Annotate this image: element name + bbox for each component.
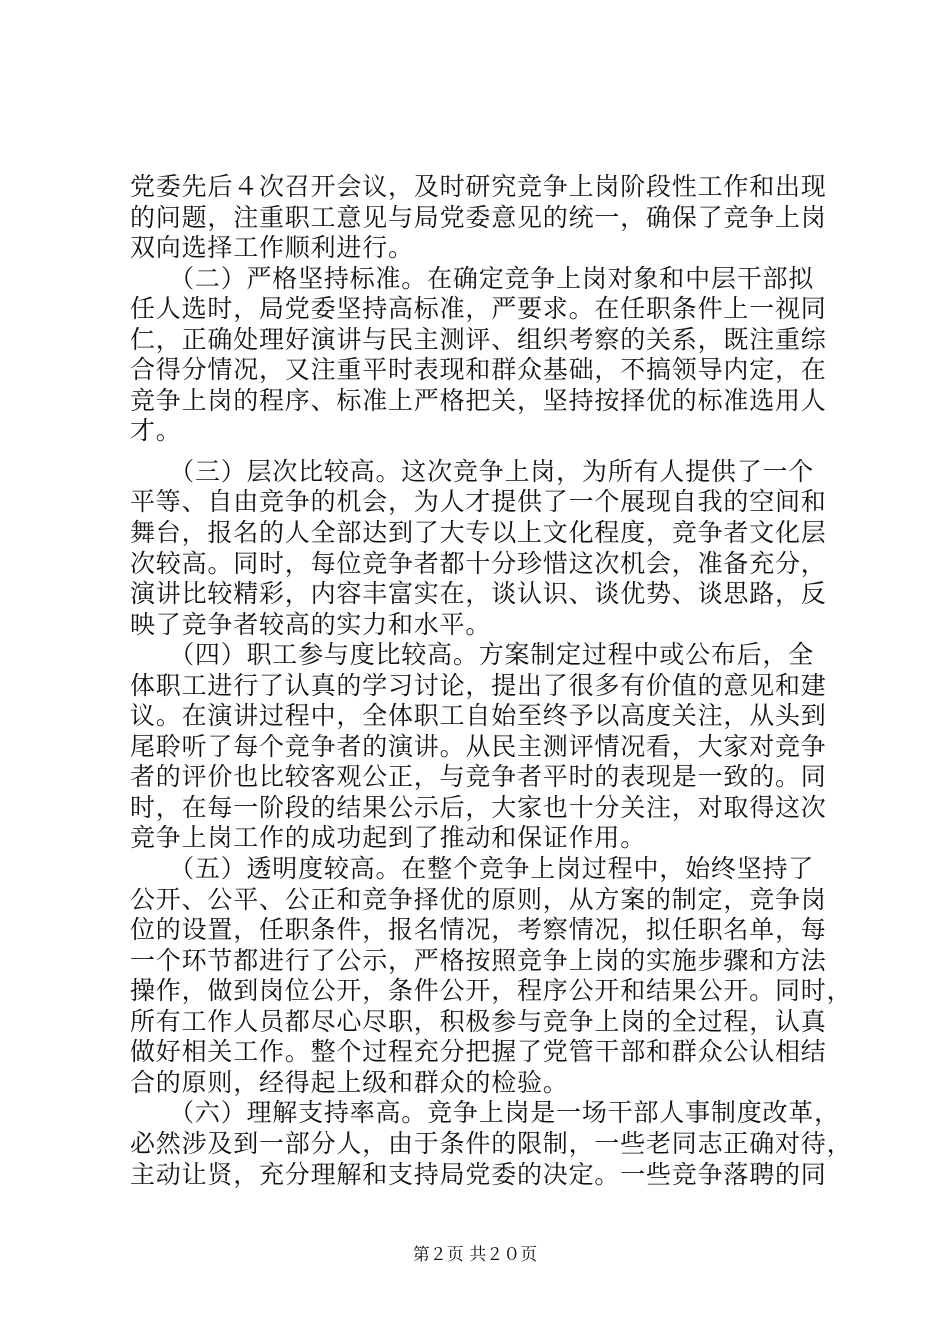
paragraph-heading-line: （六）理解支持率高。竞争上岗是一场干部人事制度改革，: [130, 1098, 840, 1128]
text-line: 演讲比较精彩，内容丰富实在，谈认识、谈优势、谈思路，反: [130, 579, 827, 609]
text-line: 合得分情况，又注重平时表现和群众基础，不搞领导内定，在: [130, 355, 827, 385]
text-line: 双向选择工作顺利进行。: [130, 233, 414, 263]
text-line: 体职工进行了认真的学习讨论，提出了很多有价值的意见和建: [130, 670, 827, 700]
text-line: 必然涉及到一部分人，由于条件的限制，一些老同志正确对待，: [130, 1128, 853, 1158]
text-line: 次较高。同时，每位竞争者都十分珍惜这次机会，准备充分，: [130, 548, 827, 578]
text-line: 平等、自由竞争的机会，为人才提供了一个展现自我的空间和: [130, 487, 827, 517]
paragraph-heading-line: （四）职工参与度比较高。方案制定过程中或公布后，全: [130, 640, 815, 670]
text-line: 舞台，报名的人全部达到了大专以上文化程度，竞争者文化层: [130, 518, 827, 548]
text-line: 主动让贤，充分理解和支持局党委的决定。一些竞争落聘的同: [130, 1159, 827, 1189]
paragraph-heading-line: （五）透明度较高。在整个竞争上岗过程中，始终坚持了: [130, 854, 815, 884]
document-body: [130, 172, 853, 1190]
text-line: 仁，正确处理好演讲与民主测评、组织考察的关系，既注重综: [130, 324, 827, 354]
text-line: 时，在每一阶段的结果公示后，大家也十分关注，对取得这次: [130, 792, 827, 822]
text-line: 党委先后４次召开会议，及时研究竞争上岗阶段性工作和出现: [130, 172, 827, 201]
text-line: 议。在演讲过程中，全体职工自始至终予以高度关注，从头到: [130, 701, 827, 731]
text-line: 映了竞争者较高的实力和水平。: [130, 609, 492, 639]
page-number-footer: 第２页 共２０页: [412, 1245, 538, 1265]
text-line: 尾聆听了每个竞争者的演讲。从民主测评情况看，大家对竞争: [130, 731, 827, 761]
text-line: 做好相关工作。整个过程充分把握了党管干部和群众公认相结: [130, 1037, 827, 1067]
text-line: 竞争上岗工作的成功起到了推动和保证作用。: [130, 823, 647, 853]
paragraph-heading-line: （三）层次比较高。这次竞争上岗，为所有人提供了一个: [130, 456, 815, 486]
text-line: 公开、公平、公正和竞争择优的原则，从方案的制定，竞争岗: [130, 884, 827, 914]
paragraph-heading-line: （二）严格坚持标准。在确定竞争上岗对象和中层干部拟: [130, 263, 815, 293]
text-line: 合的原则，经得起上级和群众的检验。: [130, 1067, 569, 1097]
text-line: 的问题，注重职工意见与局党委意见的统一，确保了竞争上岗: [130, 202, 827, 232]
text-line: 任人选时，局党委坚持高标准，严要求。在任职条件上一视同: [130, 294, 827, 324]
text-line: 才。: [130, 416, 182, 446]
text-line: 操作，做到岗位公开，条件公开，程序公开和结果公开。同时，: [130, 976, 853, 1006]
text-line: 所有工作人员都尽心尽职，积极参与竞争上岗的全过程，认真: [130, 1006, 827, 1036]
text-line: 者的评价也比较客观公正，与竞争者平时的表现是一致的。同: [130, 762, 827, 792]
text-line: 位的设置，任职条件，报名情况，考察情况，拟任职名单，每: [130, 915, 827, 945]
text-line: 竞争上岗的程序、标准上严格把关，坚持按择优的标准选用人: [130, 385, 827, 415]
text-line: 一个环节都进行了公示，严格按照竞争上岗的实施步骤和方法: [130, 945, 827, 975]
